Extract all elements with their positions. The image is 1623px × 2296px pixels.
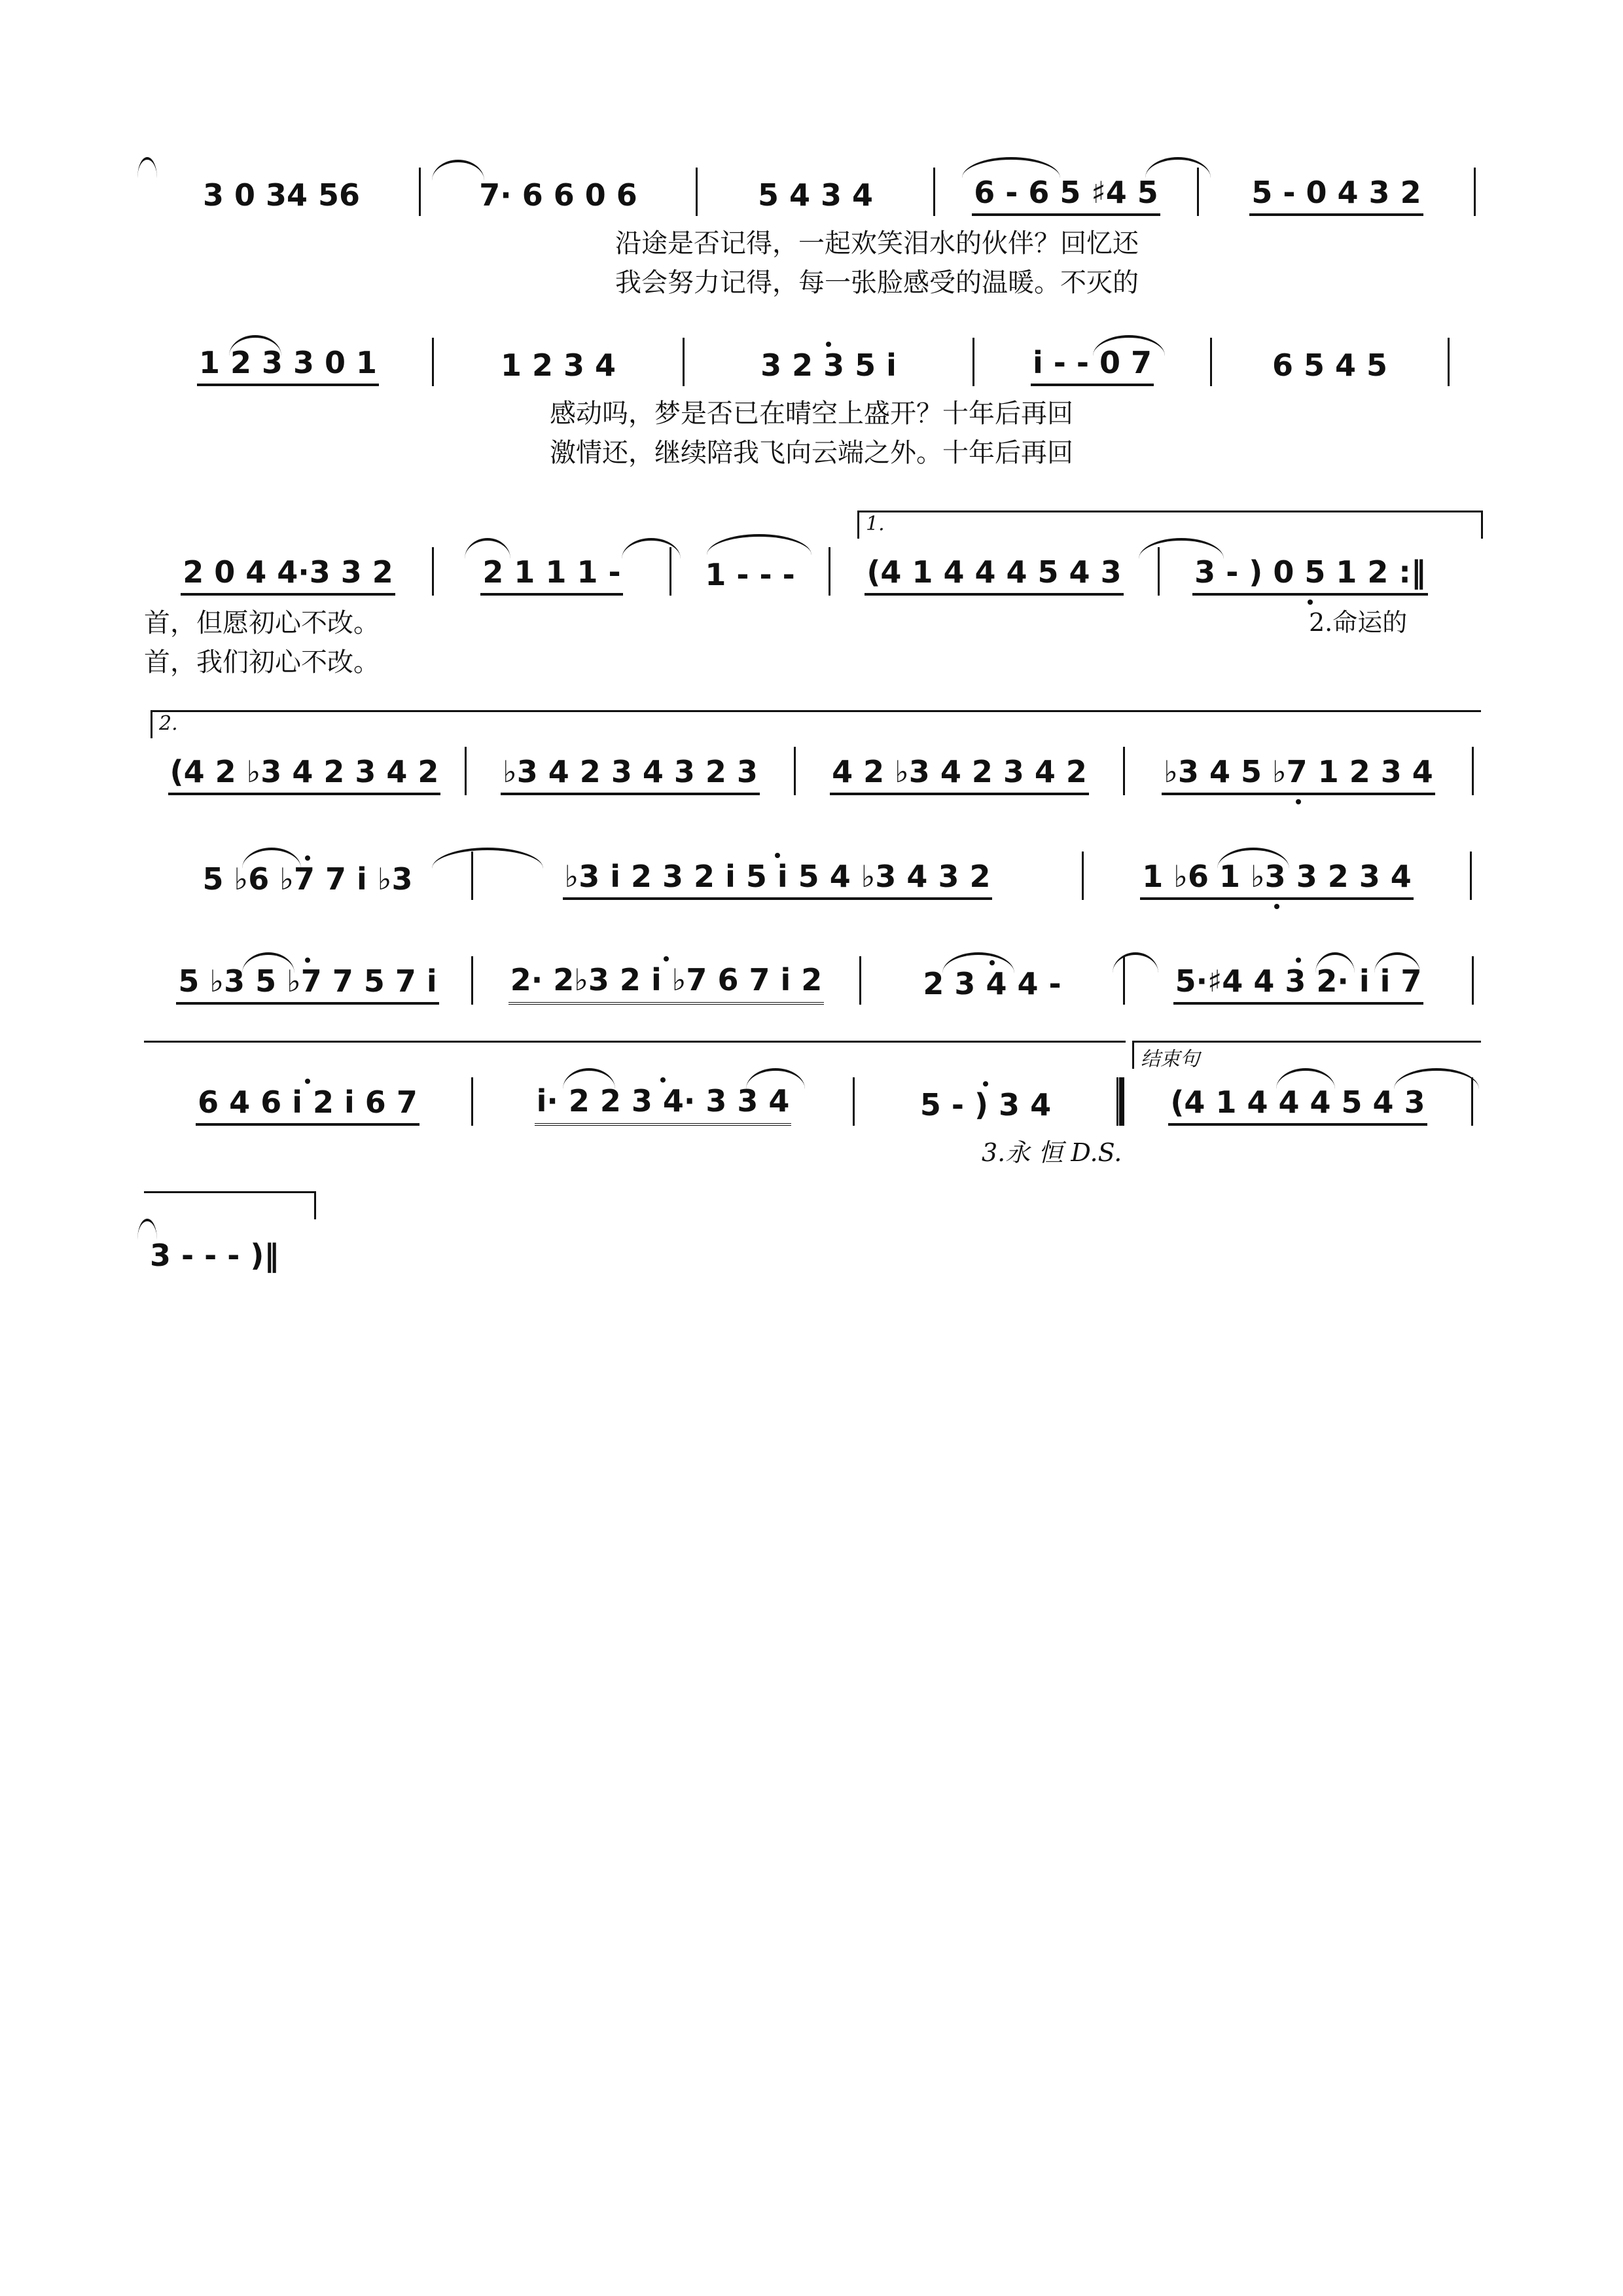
note: 6 5 4 5: [1272, 348, 1388, 383]
note: ♭3 4 5 ♭7 1 2 3 4: [1162, 751, 1435, 795]
measure: [1160, 537, 1461, 596]
note: ♭3 4 2 3 4 3 2 3: [501, 751, 760, 795]
measure: [473, 946, 859, 1005]
system-4: [144, 710, 1479, 808]
measure: [144, 841, 471, 900]
lyric-text: 首，我们初心不改。: [144, 647, 380, 677]
barline: [1472, 956, 1474, 1005]
measure: [434, 537, 669, 596]
note: 5 - ) 3 4: [918, 1084, 1053, 1126]
note: 3 - - - )‖: [150, 1238, 279, 1273]
measure: [830, 537, 1158, 596]
note: 1 ♭6 1 ♭3 3 2 3 4: [1140, 855, 1414, 900]
measure: [796, 736, 1123, 795]
note: 2· 2♭3 2 i ♭7 6 7 i 2: [508, 959, 825, 1005]
barline: [1471, 1077, 1473, 1126]
lyric-text: 感动吗，梦是否已在晴空上盛开？十年后再回: [550, 399, 1073, 429]
measure: [421, 157, 696, 216]
note: ♭3 i 2 3 2 i 5 i 5 4 ♭3 4 3 2: [563, 855, 993, 900]
measure: [473, 841, 1082, 900]
measure: [698, 157, 933, 216]
note: 2 1 1 1 -: [480, 551, 622, 596]
lyric-verse-2: [144, 432, 1479, 469]
measure: [434, 327, 683, 386]
system-7: [144, 1041, 1479, 1172]
note: 6 - 6 5 ♯4 5: [972, 171, 1160, 216]
note: (4 1 4 4 4 5 4 3: [1168, 1081, 1427, 1126]
measure: [144, 157, 419, 216]
measure: [144, 946, 471, 1005]
notation-line: [144, 157, 1479, 216]
measure: [1084, 841, 1470, 900]
barline: [1472, 747, 1474, 795]
measure: [1124, 1067, 1471, 1126]
da-segno-mark: 3.永 恒 D.S.: [982, 1138, 1122, 1167]
notation-line: [144, 736, 1479, 795]
notation-line: [144, 537, 1479, 596]
measure: [1199, 157, 1474, 216]
note: 5 ♭3 5 ♭7 7 5 7 i: [176, 960, 438, 1005]
measure: [144, 537, 432, 596]
note: (4 2 ♭3 4 2 3 4 2: [168, 751, 441, 795]
note: 5·♯4 4 3 2· i i 7: [1173, 960, 1424, 1005]
measure: [685, 327, 972, 386]
notation-line: [144, 1067, 1479, 1126]
barline: [1474, 168, 1476, 216]
measure: [467, 736, 794, 795]
lyric-text: 激情还，继续陪我飞向云端之外。十年后再回: [550, 438, 1073, 468]
measure: [144, 1067, 471, 1126]
measure: [1125, 736, 1472, 795]
note: 1 2 3 4: [500, 348, 616, 383]
second-verse-mark: 2.命运的: [1309, 608, 1408, 637]
note: 1 2 3 3 0 1: [197, 342, 379, 386]
note: 3 0 34 56: [202, 177, 361, 213]
measure: [974, 327, 1210, 386]
note: i· 2 2 3 4· 3 3 4: [535, 1080, 792, 1126]
coda-bracket: [1132, 1041, 1481, 1069]
note: 6 4 6 i 2 i 6 7: [196, 1081, 419, 1126]
note: 3 - ) 0 5 1 2 :‖: [1192, 551, 1428, 596]
lyric-verse-2: [144, 641, 1479, 679]
note: 5 - 0 4 3 2: [1249, 171, 1423, 216]
note: (4 1 4 4 4 5 4 3: [865, 551, 1123, 596]
measure: [1125, 946, 1472, 1005]
system-8: [144, 1191, 1479, 1276]
barline: [1448, 338, 1450, 386]
system-3: [144, 511, 1479, 681]
lyric-text: 沿途是否记得，一起欢笑泪水的伙伴？回忆还: [615, 228, 1139, 259]
ending-label: 结束句: [1141, 1048, 1200, 1071]
measure: [144, 1217, 314, 1276]
lyric-verse-1: [144, 602, 1479, 639]
measure: [855, 1067, 1116, 1126]
lyric-verse-1: [144, 223, 1479, 260]
note: 2 0 4 4·3 3 2: [181, 551, 395, 596]
lyric-verse-1: [144, 393, 1479, 430]
volta-label: 1.: [866, 512, 885, 535]
ending-bracket: [144, 1041, 1126, 1069]
measure: [1212, 327, 1448, 386]
system-5: [144, 841, 1479, 926]
measure: [144, 736, 465, 795]
system-1: [144, 157, 1479, 314]
second-ending-bracket: [151, 710, 1481, 738]
note: 5 ♭6 ♭7 7 i ♭3: [201, 858, 415, 900]
notation-line: [144, 1217, 1479, 1276]
barline: [1470, 852, 1472, 900]
note: 1 - - -: [705, 557, 795, 592]
note: 2 3 4 4 -: [921, 963, 1063, 1005]
double-barline: [1116, 1077, 1124, 1126]
system-2: [144, 327, 1479, 484]
measure: [935, 157, 1197, 216]
notation-line: [144, 946, 1479, 1005]
measure: [861, 946, 1123, 1005]
first-ending-bracket: [857, 511, 1483, 539]
measure: [473, 1067, 853, 1126]
note: 7· 6 6 0 6: [479, 177, 637, 213]
note: 5 4 3 4: [757, 177, 874, 213]
note: i - - 0 7: [1031, 342, 1154, 386]
lyric-verse-2: [144, 262, 1479, 299]
note: 4 2 ♭3 4 2 3 4 2: [830, 751, 1089, 795]
lyric-text: 首，但愿初心不改。: [144, 608, 380, 638]
note: 3 2 3 5 i: [758, 344, 899, 386]
measure: [144, 327, 432, 386]
notation-line: [144, 841, 1479, 900]
system-6: [144, 946, 1479, 1031]
measure: [671, 537, 829, 596]
ending-bracket: [144, 1191, 316, 1219]
lyric-text: 我会努力记得，每一张脸感受的温暖。不灭的: [615, 268, 1139, 298]
notation-line: [144, 327, 1479, 386]
volta-label: 2.: [159, 712, 178, 735]
